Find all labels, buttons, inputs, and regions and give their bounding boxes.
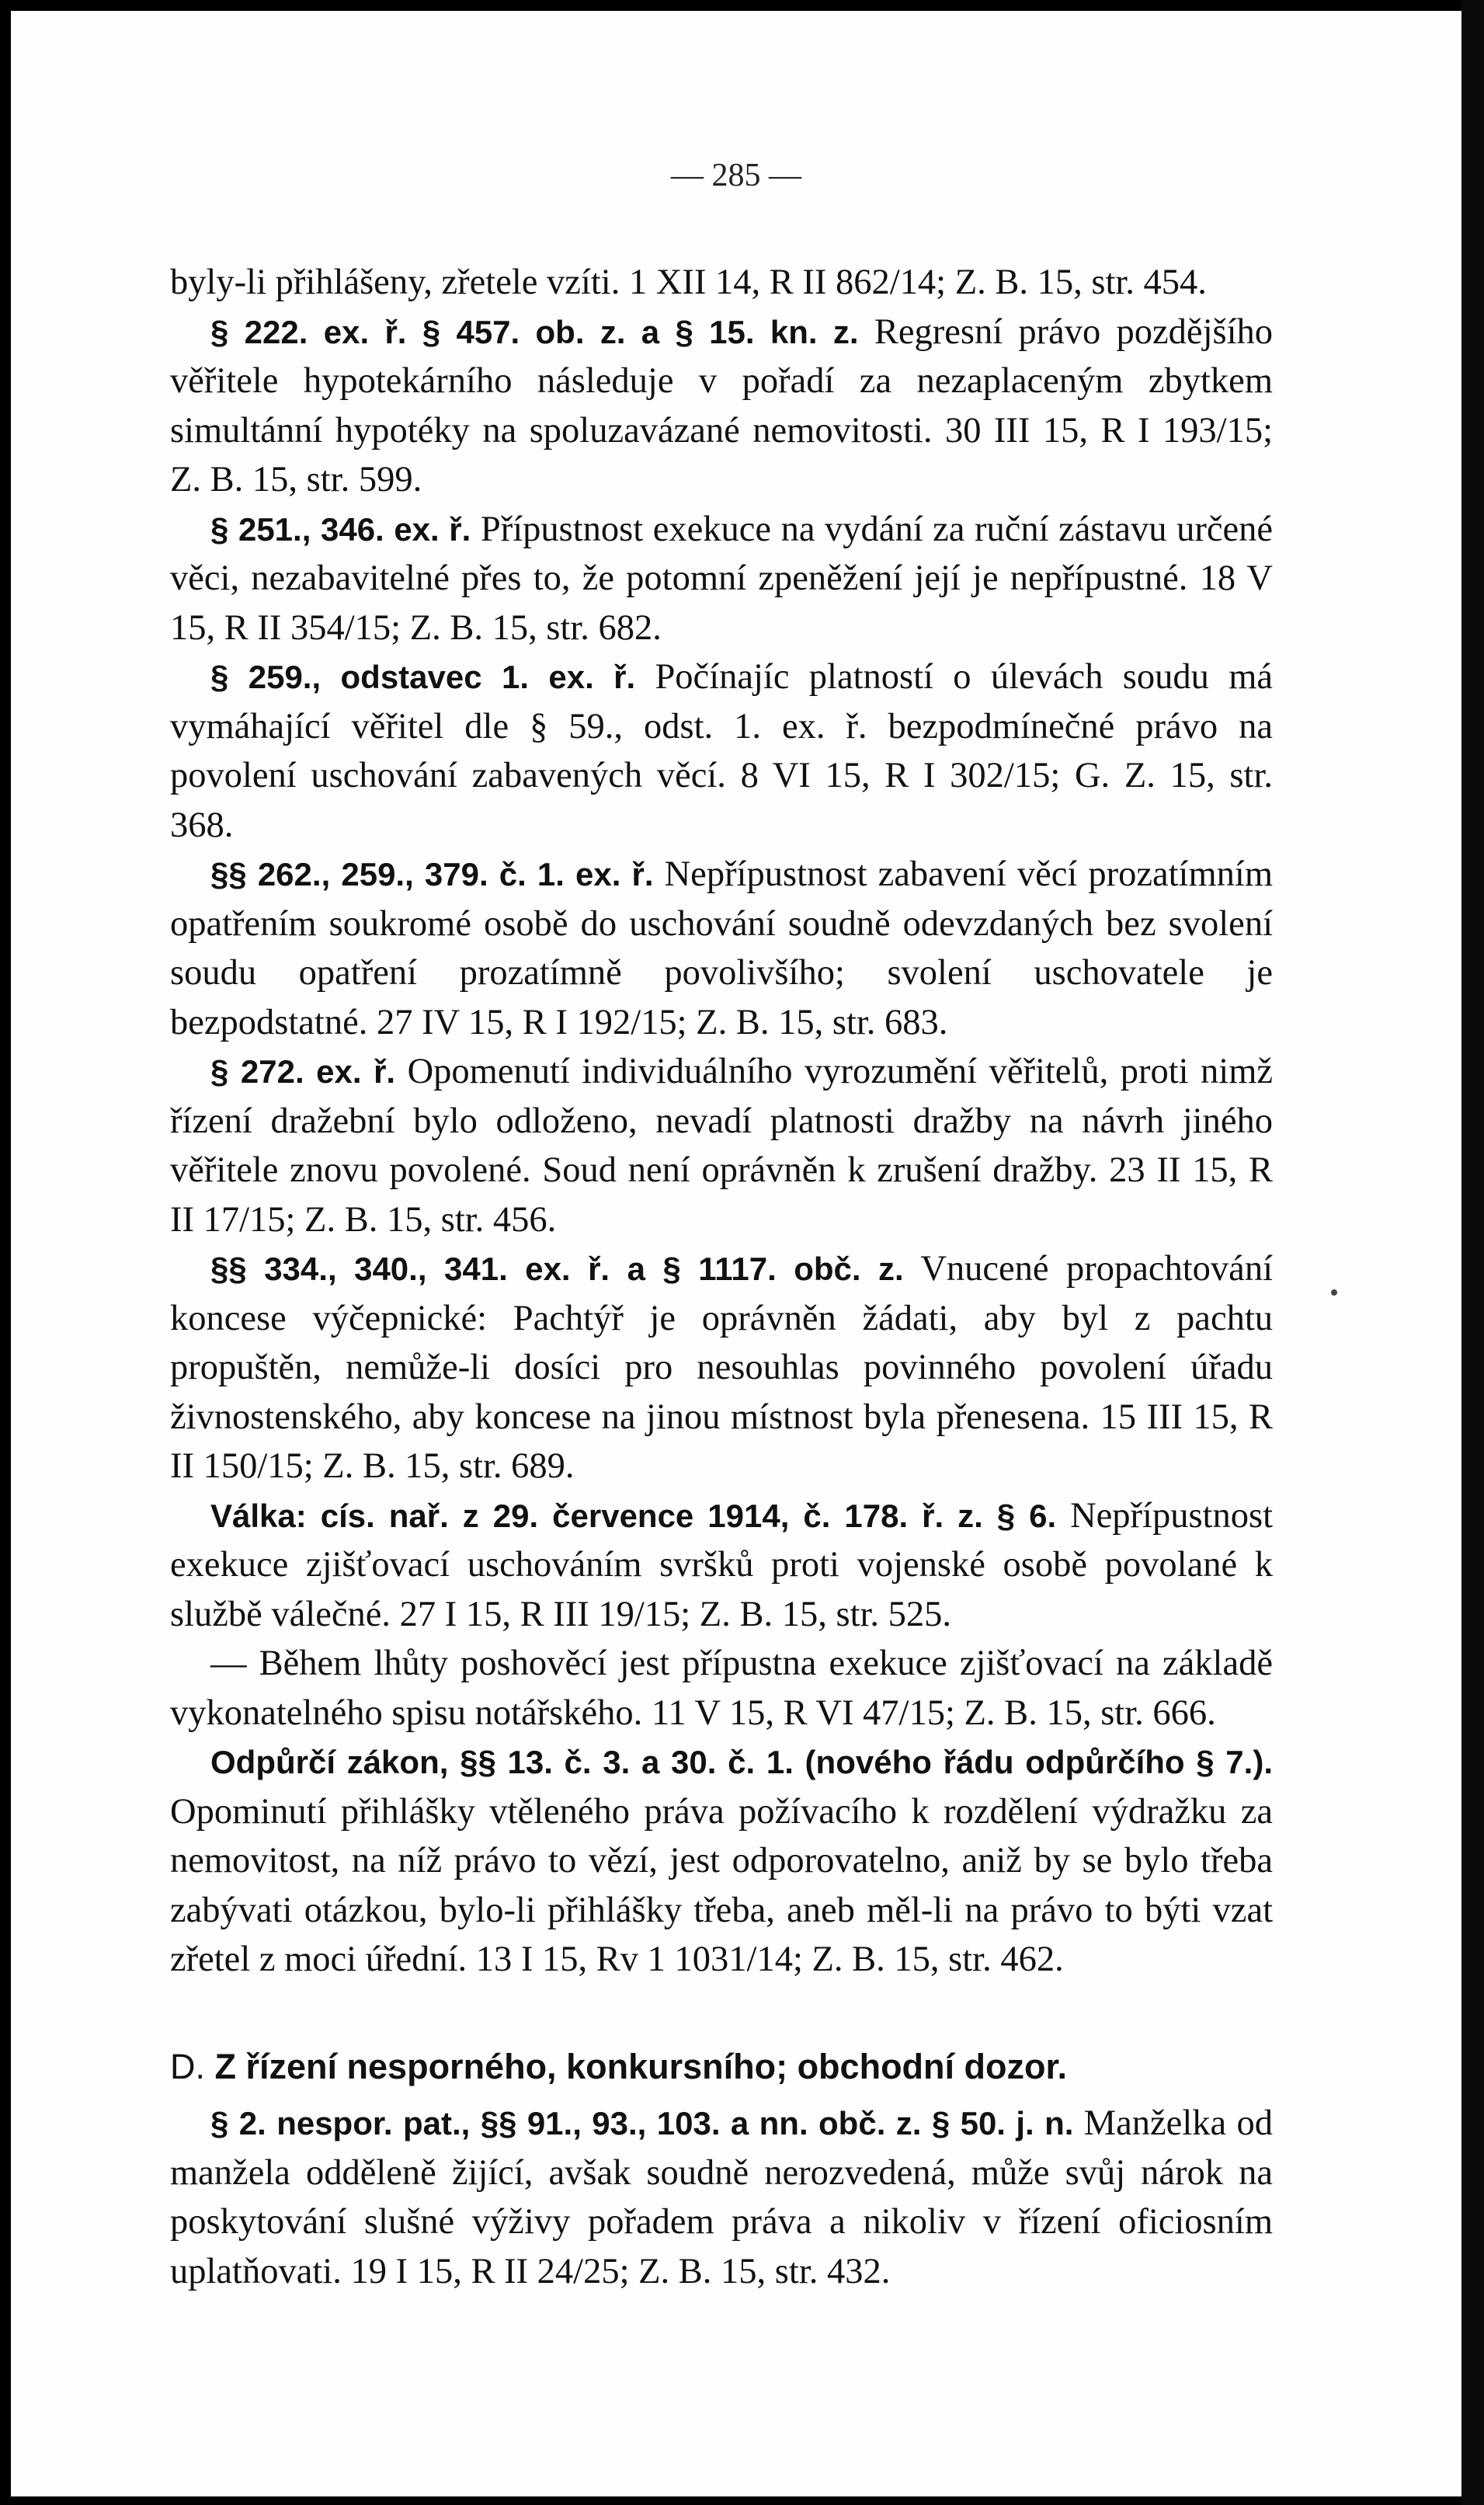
section-letter: D. — [170, 2046, 205, 2086]
paragraph-heading: § 259., odstavec 1. ex. ř. — [210, 659, 636, 695]
paragraph-text: Přípustnost exekuce na vydání za ruční zástavu určené věci, nezabavitelné přes to, že potomní zpeněžení její je nepřípustné. 18 V 15, R II 354/15; Z. B. 15, str. 682. — [170, 509, 1273, 648]
paragraph-continuation — [170, 258, 1273, 308]
paragraph-entry — [170, 1491, 1273, 1640]
section-title: Z řízení nesporného, konkursního; obchodní dozor. — [214, 2046, 1068, 2086]
paragraph-entry — [170, 2099, 1273, 2296]
paragraph-entry — [170, 1047, 1273, 1244]
paragraph-heading: §§ 262., 259., 379. č. 1. ex. ř. — [210, 856, 654, 892]
paragraph-text: Manželka od manžela odděleně žijící, avšak soudně nerozvedená, může svůj nárok na poskytování slušné výživy pořadem práva a nikoliv v řízení oficiosním uplatňovati. 19 I 15, R II 24/25; Z. B. 15, str. 432. — [170, 2103, 1273, 2291]
paragraph-heading: § 251., 346. ex. ř. — [210, 510, 471, 548]
paragraph-entry — [170, 1244, 1273, 1491]
paragraph-entry — [170, 1738, 1273, 1985]
paragraph-entry — [170, 1639, 1273, 1738]
paragraph-entry — [170, 652, 1273, 850]
paragraph-text: Opomenutí individuálního vyrozumění věřitelů, proti nimž řízení dražební bylo odloženo, nevadí platnosti dražby na návrh jiného věřitele znovu povolené. Soud není oprávněn k zrušení dražby. 23 II 15, R II 17/15; Z. B. 15, str. 456. — [170, 1052, 1273, 1240]
paragraph-text: byly-li přihlášeny, zřetele vzíti. 1 XII 14, R II 862/14; Z. B. 15, str. 454. — [170, 263, 1207, 302]
paragraph-entry — [170, 850, 1273, 1047]
page-number: — 285 — — [671, 158, 801, 193]
paragraph-text: — Během lhůty poshověcí jest přípustna exekuce zjišťovací na základě vykonatelného spisu notářského. 11 V 15, R VI 47/15; Z. B. 15, str. 666. — [170, 1644, 1273, 1733]
section-heading — [170, 2042, 1273, 2092]
paragraph-heading: § 2. nespor. pat., §§ 91., 93., 103. a nn. obč. z. § 50. j. n. — [210, 2105, 1074, 2141]
book-page — [11, 11, 1461, 2496]
page-body — [170, 258, 1273, 2296]
paragraph-heading: § 222. ex. ř. § 457. ob. z. a § 15. kn. z. — [210, 313, 859, 350]
paragraph-heading: §§ 334., 340., 341. ex. ř. a § 1117. obč. z. — [210, 1251, 904, 1287]
paragraph-entry — [170, 505, 1273, 653]
paragraph-text: Nepřípustnost zabavení věcí prozatímním opatřením soukromé osobě do uschování soudně odevzdaných bez svolení soudu opatření prozatímně povolivšího; svolení uschovatele je bezpodstatné. 27 IV 15, R I 192/15; Z. B. 15, str. 683. — [170, 854, 1273, 1042]
paragraph-text: Vnucené propachtování koncese výčepnické: Pachtýř je oprávněn žádati, aby byl z pachtu propuštěn, nemůže-li dosíci pro nesouhlas povinného povolení úřadu živnostenského, aby koncese na jinou místnost byla přenesena. 15 III 15, R II 150/15; Z. B. 15, str. 689. — [170, 1249, 1273, 1486]
paragraph-text: Počínajíc platností o úlevách soudu má vymáhající věřitel dle § 59., odst. 1. ex. ř. bezpodmínečné právo na povolení uschování zabavených věcí. 8 VI 15, R I 302/15; G. Z. 15, str. 368. — [170, 657, 1273, 845]
paragraph-heading: § 272. ex. ř. — [210, 1053, 396, 1090]
paragraph-heading: Válka: cís. nař. z 29. července 1914, č. 178. ř. z. § 6. — [210, 1497, 1057, 1534]
margin-speck — [1331, 1289, 1337, 1296]
paragraph-heading: Odpůrčí zákon, §§ 13. č. 3. a 30. č. 1. (nového řádu odpůrčího § 7.). — [210, 1744, 1273, 1780]
paragraph-text: Regresní právo pozdějšího věřitele hypotekárního následuje v pořadí za nezaplaceným zbytkem simultánní hypotéky na spoluzavázané nemovitosti. 30 III 15, R I 193/15; Z. B. 15, str. 599. — [170, 311, 1274, 499]
scan-border — [1461, 0, 1484, 2505]
paragraph-entry — [170, 308, 1273, 505]
paragraph-text: Opominutí přihlášky vtěleného práva požívacího k rozdělení výdražku za nemovitost, na níž právo to vězí, jest odporovatelno, aniž by se bylo třeba zabývati otázkou, bylo-li přihlášky třeba, aneb měl-li na právo to býti vzat zřetel z moci úřední. 13 I 15, Rv 1 1031/14; Z. B. 15, str. 462. — [170, 1791, 1273, 1979]
paragraph-text: Nepřípustnost exekuce zjišťovací uschováním svršků proti vojenské osobě povolané k službě válečné. 27 I 15, R III 19/15; Z. B. 15, str. 525. — [170, 1495, 1273, 1634]
